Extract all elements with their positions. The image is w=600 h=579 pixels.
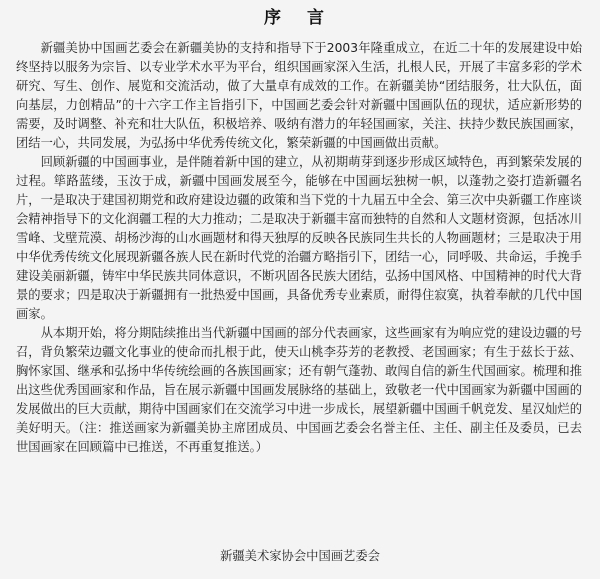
paragraph-1: 新疆美协中国画艺委会在新疆美协的支持和指导下于2003年隆重成立，在近二十年的发展建设中始终坚持以服务为宗旨、以专业学术水平为平台，组织国画家深入生活，扎根人民，开展了丰富多彩的学术研究、写生、创作、展览和交流活动，做了大量卓有成效的工作。在新疆美协“团结服务，壮大队伍，面向基层，力创精品”的十六字工作主旨指引下，中国画艺委会针对新疆中国画队伍的现状，适应新形势的需要，及时调整、补充和壮大队伍，积极培养、吸纳有潜力的年轻国画家，关注、扶持少数民族国画家，团结一心，共同发展，为弘扬中华优秀传统文化，繁荣新疆的中国画做出贡献。 bbox=[16, 41, 582, 150]
signature: 新疆美术家协会中国画艺委会 bbox=[220, 549, 380, 563]
paragraph-2: 回顾新疆的中国画事业，是伴随着新中国的建立，从初期萌芽到逐步形成区域特色，再到繁荣发展的过程。筚路蓝缕，玉汝于成，新疆中国画发展至今，能够在中国画坛独树一帜，以蓬勃之姿打造新疆名片，一是取决于建国初期党和政府建设边疆的政策和当下党的十九届五中全会、第三次中央新疆工作座谈会精神指导下的文化润疆工程的大力推动；二是取决于新疆丰富而独特的自然和人文题材资源，包括冰川雪峰、戈壁荒漠、胡杨沙海的山水画题材和得天独厚的反映各民族同生共长的人物画题材；三是取决于用中华优秀传统文化展现新疆各族人民在新时代党的治疆方略指引下，团结一心，同呼吸、共命运，手挽手建设美丽新疆，铸牢中华民族共同体意识，不断巩固各民族大团结，弘扬中国风格、中国精神的时代大背景的要求；四是取决于新疆拥有一批热爱中国画，具备优秀专业素质，耐得住寂寞，执着奉献的几代中国画家。 bbox=[16, 155, 582, 321]
document-title: 序 言 bbox=[264, 8, 334, 28]
paragraph-3: 从本期开始，将分期陆续推出当代新疆中国画的部分代表画家，这些画家有为响应党的建设边疆的号召，背负繁荣边疆文化事业的使命而扎根于此，使天山桃李芬芳的老教授、老国画家；有生于兹长于兹、胸怀家国、继承和弘扬中华传统绘画的各族国画家；还有朝气蓬勃、敢闯自信的新生代国画家。梳理和推出这些优秀国画家和作品，旨在展示新疆中国画发展脉络的基础上，致敬老一代中国画家为新疆中国画的发展做出的巨大贡献，期待中国画家们在交流学习中进一步成长，展望新疆中国画千帆竞发、星汉灿烂的美好明天。（注：推送画家为新疆美协主席团成员、中国画艺委会名誉主任、主任、副主任及委员，已去世国画家在回顾篇中已推送，不再重复推送。） bbox=[16, 326, 582, 454]
